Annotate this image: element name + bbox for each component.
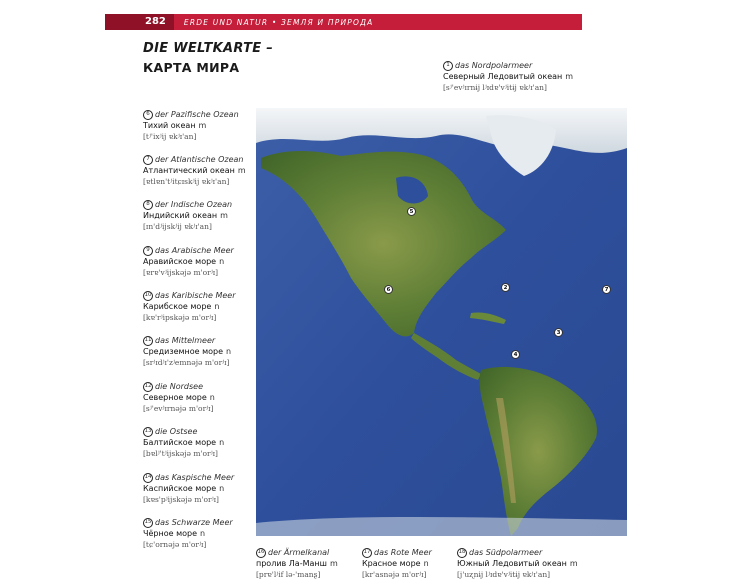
entry-gender: n: [423, 559, 429, 568]
entry-transcription: [sʲ'evʲɪrnɨj lʲɪdɐ'vʲitɨj ɐkʲɪ'an]: [443, 83, 547, 92]
entry-ru: Северный Ледовитый океан: [443, 72, 563, 81]
entry-gender: m: [329, 559, 338, 568]
entry-ru: Карибское море: [143, 302, 212, 311]
entry-number: 10: [143, 291, 153, 301]
entry-number: 7: [143, 155, 153, 165]
entry-ru: Индийский океан: [143, 211, 218, 220]
list-item: [143, 472, 234, 505]
entry-de: das Arabische Meer: [155, 246, 234, 255]
list-item: [143, 154, 246, 187]
page-number: 282: [105, 14, 174, 30]
entry-de: die Ostsee: [155, 427, 198, 436]
entry-de: das Nordpolarmeer: [455, 61, 533, 70]
entry-de: das Mittelmeer: [155, 336, 216, 345]
entry-transcription: [j'uʐnɨj lʲɪdɐ'vʲitɨj ɐkʲɪ'an]: [457, 570, 551, 579]
entry-transcription: [srʲɪdʲɪ'zʲemnəjə m'orʲɪ]: [143, 358, 230, 367]
section-title: ERDE UND NATUR • ЗЕМЛЯ И ПРИРОДА: [183, 17, 374, 27]
entry-transcription: [bɐlʲ'tʲijskəjə m'orʲɪ]: [143, 449, 218, 458]
map-marker: 6: [384, 285, 393, 294]
entry-number: 1: [443, 61, 453, 71]
entry-de: das Schwarze Meer: [155, 518, 233, 527]
entry-gender: m: [220, 211, 228, 220]
world-map: [256, 108, 627, 536]
entry-ru: Тихий океан: [143, 121, 196, 130]
map-marker: 7: [602, 285, 611, 294]
entry-number: 18: [457, 548, 467, 558]
entry-ru: Чёрное море: [143, 529, 198, 538]
list-item: [143, 517, 233, 550]
entry-de: der Atlantische Ozean: [155, 155, 244, 164]
entry-nordpolarmeer: [443, 60, 573, 93]
entry-ru: Аравийское море: [143, 257, 217, 266]
entry-transcription: [ɪn'dʲijskʲij ɐkʲɪ'an]: [143, 222, 212, 231]
entry-ru: Каспийское море: [143, 484, 217, 493]
entry-gender: n: [219, 438, 225, 447]
entry-transcription: [sʲ'evʲɪrnəjə m'orʲɪ]: [143, 404, 214, 413]
entry-number: 17: [362, 548, 372, 558]
entry-ru: Северное море: [143, 393, 207, 402]
entry-number: 14: [143, 473, 153, 483]
entry-transcription: [kɐ'rʲipskəjə m'orʲɪ]: [143, 313, 217, 322]
entry-gender: n: [200, 529, 206, 538]
entry-ru: Южный Ледовитый океан: [457, 559, 567, 568]
entry-gender: n: [214, 302, 220, 311]
entry-gender: n: [219, 484, 225, 493]
list-item: [143, 109, 239, 142]
entry-transcription: [tʲ'ixʲij ɐkʲɪ'an]: [143, 132, 197, 141]
entry-de: das Kaspische Meer: [155, 473, 235, 482]
entry-number: 6: [143, 110, 153, 120]
list-item: [143, 245, 234, 278]
entry-number: 15: [143, 518, 153, 528]
entry-transcription: [ɐrɐ'vʲijskəjə m'orʲɪ]: [143, 268, 219, 277]
page-header: [105, 14, 582, 30]
map-marker: 3: [554, 328, 563, 337]
entry-transcription: [kr'asnəjə m'orʲɪ]: [362, 570, 427, 579]
list-item: [143, 290, 236, 323]
entry-gender: m: [237, 166, 246, 175]
entry-ru: Красное море: [362, 559, 421, 568]
entry-transcription: [tɕ'ornəjə m'orʲɪ]: [143, 540, 207, 549]
entry-de: das Südpolarmeer: [469, 548, 543, 557]
entry-number: 9: [143, 246, 153, 256]
list-item: [143, 381, 215, 414]
entry-de: der Ärmelkanal: [268, 548, 330, 557]
entry-gender: n: [209, 393, 215, 402]
entry-ru: пролив Ла-Манш: [256, 559, 327, 568]
antarctica: [256, 517, 627, 536]
entry-de: das Rote Meer: [374, 548, 432, 557]
list-item: [143, 199, 232, 232]
entry-number: 11: [143, 336, 153, 346]
entry-number: 8: [143, 200, 153, 210]
entry-gender: m: [565, 72, 574, 81]
entry-gender: m: [198, 121, 207, 130]
page-title-de: DIE WELTKARTE –: [143, 41, 274, 56]
page-title-ru: КАРТА МИРА: [143, 60, 240, 75]
entry-ru: Балтийское море: [143, 438, 217, 447]
map-marker: 4: [511, 350, 520, 359]
entry-ru: Атлантический океан: [143, 166, 235, 175]
entry-gender: n: [226, 347, 232, 356]
map-marker: 2: [501, 283, 510, 292]
entry-de: der Pazifische Ozean: [155, 110, 239, 119]
entry-number: 13: [143, 427, 153, 437]
entry-transcription: [ɐtlɐn'tʲitɕɪskʲij ɐkʲɪ'an]: [143, 177, 230, 186]
entry-de: die Nordsee: [155, 382, 204, 391]
list-item: [143, 426, 224, 459]
entry-de: das Karibische Meer: [155, 291, 236, 300]
entry-transcription: [kɐs'pʲijskəjə m'orʲɪ]: [143, 495, 219, 504]
entry-de: der Indische Ozean: [155, 200, 233, 209]
entry-transcription: [prɐ'lʲif lə-'manʂ]: [256, 570, 321, 579]
list-item: [362, 547, 432, 580]
entry-number: 16: [256, 548, 266, 558]
entry-gender: m: [569, 559, 578, 568]
map-marker: 5: [407, 207, 416, 216]
list-item: [256, 547, 338, 580]
entry-ru: Средиземное море: [143, 347, 224, 356]
list-item: [143, 335, 231, 368]
entry-number: 12: [143, 382, 153, 392]
list-item: [457, 547, 578, 580]
entry-gender: n: [219, 257, 225, 266]
